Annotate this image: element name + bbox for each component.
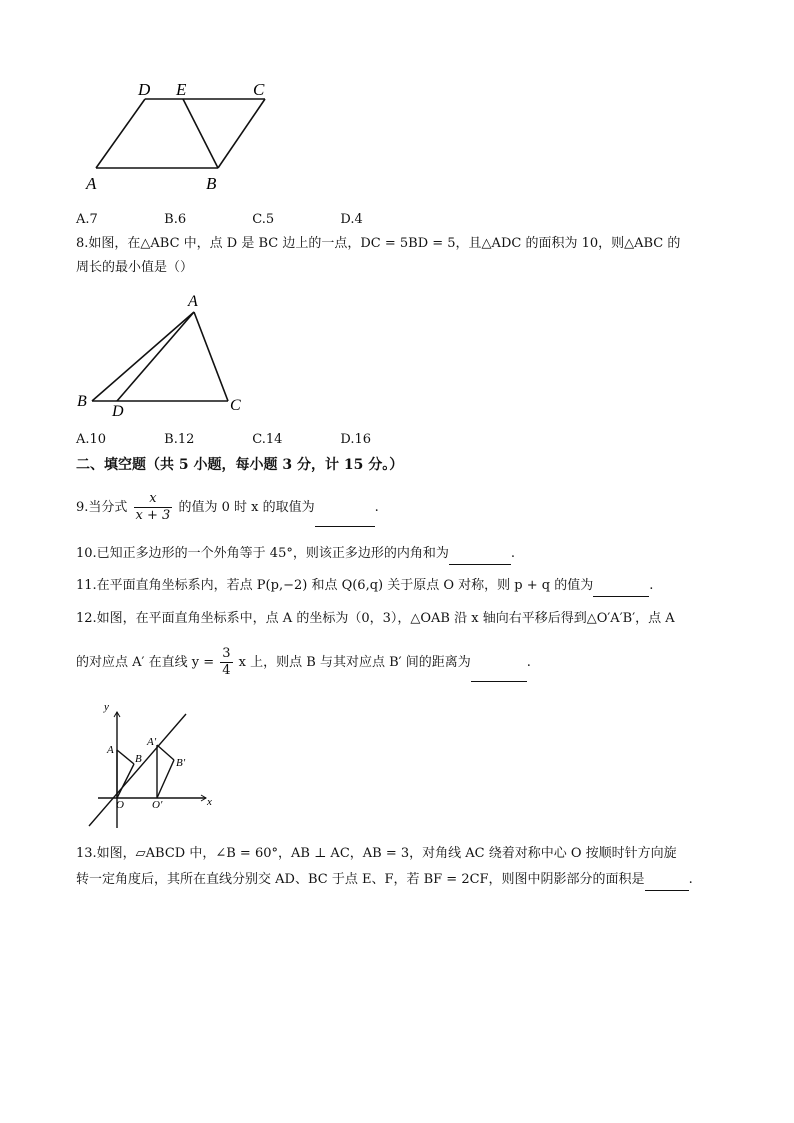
q13-end: . — [688, 872, 693, 887]
q12-answer-blank[interactable] — [471, 645, 527, 682]
fig12-label-b: B — [135, 753, 142, 765]
fig8-label-d: D — [112, 403, 124, 420]
q13-text-line2 — [76, 870, 693, 891]
fig12-label-o-prime: O′ — [152, 799, 163, 811]
q7-choice-b[interactable]: B.6 — [164, 212, 187, 227]
q9-fraction-den: x + 3 — [135, 508, 171, 523]
q9-fraction — [134, 491, 173, 524]
q8-text-line1: 8.如图，在△ABC 中，点 D 是 BC 边上的一点，DC = 5BD = 5，且△ADC 的面积为 10，则△ABC 的 — [76, 236, 681, 251]
q12-fraction — [220, 646, 232, 679]
q9-answer-blank[interactable] — [315, 490, 375, 527]
fig12-label-a-prime: A′ — [147, 736, 157, 748]
fig7-label-b: B — [206, 174, 217, 193]
q8-choices — [76, 430, 424, 450]
q9-pre: 9.当分式 — [76, 500, 128, 515]
q10-end: . — [510, 546, 515, 561]
fig7-label-e: E — [176, 80, 187, 99]
q12-fraction-den: 4 — [222, 663, 231, 678]
fig12-line-y34x — [89, 714, 186, 826]
q9-fraction-num: x — [134, 491, 173, 508]
q11-text — [76, 576, 653, 597]
fig7-label-c: C — [253, 80, 265, 99]
q12-post2: x 上，则点 B 与其对应点 B′ 间的距离为 — [238, 655, 471, 670]
q13-answer-blank[interactable] — [645, 870, 689, 891]
q8-text-line2: 周长的最小值是（） — [76, 260, 194, 275]
q8-choice-a[interactable]: A.10 — [76, 432, 107, 447]
fig8-label-b: B — [77, 393, 87, 410]
fig12-label-b-prime: B′ — [176, 757, 186, 769]
q8-choice-c[interactable]: C.14 — [252, 432, 283, 447]
q7-choice-c[interactable]: C.5 — [252, 212, 275, 227]
fig8-label-a: A — [188, 293, 198, 310]
q12-fraction-num: 3 — [222, 646, 231, 661]
q10-text — [76, 544, 515, 565]
q9-post: 的值为 0 时 x 的取值为 — [178, 500, 315, 515]
q8-choice-b[interactable]: B.12 — [164, 432, 195, 447]
q13-text-line1: 13.如图，▱ABCD 中，∠B = 60°，AB ⊥ AC，AB = 3，对角线 AC 绕着对称中心 O 按顺时针方向旋 — [76, 846, 677, 861]
q7-choice-a[interactable]: A.7 — [76, 212, 98, 227]
fig12-label-y: y — [104, 701, 109, 713]
q10-main: 10.已知正多边形的一个外角等于 45°，则该正多边形的内角和为 — [76, 546, 449, 561]
q10-answer-blank[interactable] — [449, 544, 511, 565]
q12-text-line2 — [76, 645, 531, 682]
q7-choices — [76, 210, 424, 230]
q11-answer-blank[interactable] — [593, 576, 649, 597]
fig12-label-o: O — [116, 799, 124, 811]
fig12-label-a: A — [107, 744, 114, 756]
section-2-heading: 二、填空题（共 5 小题，每小题 3 分，计 15 分。） — [76, 457, 404, 473]
fig7-label-d: D — [138, 80, 151, 99]
q11-main: 11.在平面直角坐标系内，若点 P(p,−2) 和点 Q(6,q) 关于原点 O 对称，则 p + q 的值为 — [76, 578, 594, 593]
q12-pre2: 的对应点 A′ 在直线 y = — [76, 655, 215, 670]
q8-choice-d[interactable]: D.16 — [340, 432, 372, 447]
q7-choice-d[interactable]: D.4 — [340, 212, 363, 227]
fig8-label-c: C — [230, 397, 241, 414]
q12-end: . — [526, 655, 531, 670]
q12-text-line1: 12.如图，在平面直角坐标系中，点 A 的坐标为（0，3），△OAB 沿 x 轴向右平移后得到△O′A′B′，点 A — [76, 611, 675, 626]
q9-text — [76, 490, 379, 527]
fig7-label-a: A — [86, 174, 97, 193]
q13-line2-main: 转一定角度后，其所在直线分别交 AD、BC 于点 E、F，若 BF = 2CF，则图中阴影部分的面积是 — [76, 872, 645, 887]
fig12-label-x: x — [207, 796, 212, 808]
q9-end: . — [374, 500, 379, 515]
q11-end: . — [649, 578, 654, 593]
